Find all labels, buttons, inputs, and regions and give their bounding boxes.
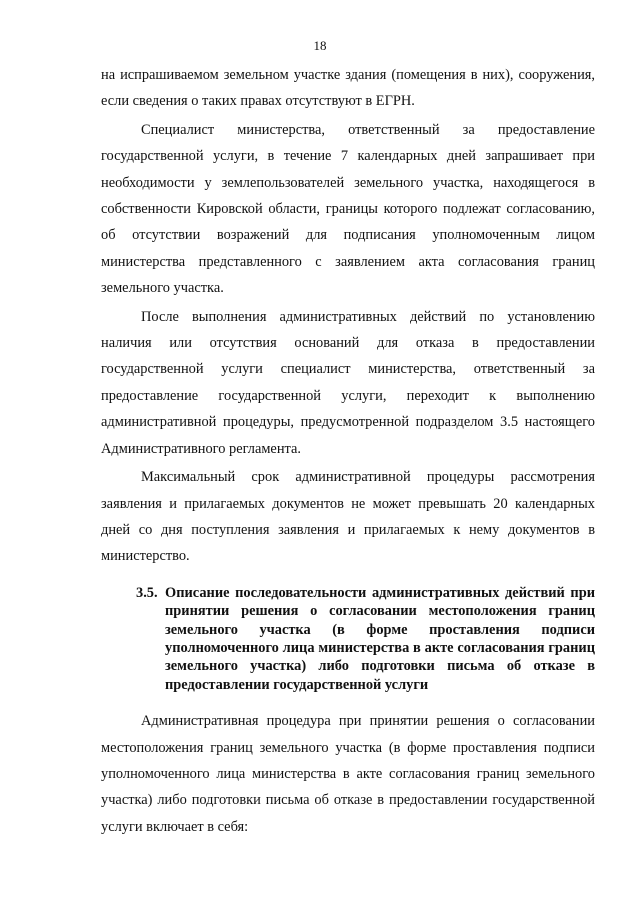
- paragraph-specialist-request: Специалист министерства, ответственный за предоставление государственной услуги, в течение 7 календарных дней запрашивает при необходимости у землепользователей земельного участка, находящегося в собственности Кировской области, границы которого подлежат согласованию, об отсутствии возражений для подписания уполномоченным лицом министерства представленного с заявлением акта согласования границ земельного участка.: [101, 121, 595, 297]
- section-number: 3.5.: [136, 584, 158, 601]
- paragraph-after-actions: После выполнения административных действий по установлению наличия или отсутствия оснований для отказа в предоставлении государственной услуги специалист министерства, ответственный за предоставление государственной услуги, переходит к выполнению административной процедуры, предусмотренной подразделом 3.5 настоящего Административного регламента.: [101, 308, 595, 457]
- section-title: Описание последовательности административных действий при принятии решения о согласовании местоположения границ земельного участка (в форме проставления подписи уполномоченного лица министерства в акте согласования границ земельного участка) либо подготовки письма об отказе в предоставлении государственной услуги: [165, 584, 595, 693]
- paragraph-continuation: на испрашиваемом земельном участке здания (помещения в них), сооружения, если сведения о таких правах отсутствуют в ЕГРН.: [101, 67, 595, 110]
- paragraph-max-term: Максимальный срок административной процедуры рассмотрения заявления и прилагаемых документов не может превышать 20 календарных дней со дня поступления заявления и прилагаемых к нему документов в министерство.: [101, 469, 595, 565]
- page-number: 18: [313, 38, 327, 53]
- document-body: [101, 62, 595, 840]
- paragraph-procedure-includes: Административная процедура при принятии решения о согласовании местоположения границ земельного участка (в форме проставления подписи уполномоченного лица министерства в акте согласования границ земельного участка) либо подготовки письма об отказе в предоставлении государственной услуги включает в себя:: [101, 713, 595, 835]
- section-heading: [101, 584, 595, 694]
